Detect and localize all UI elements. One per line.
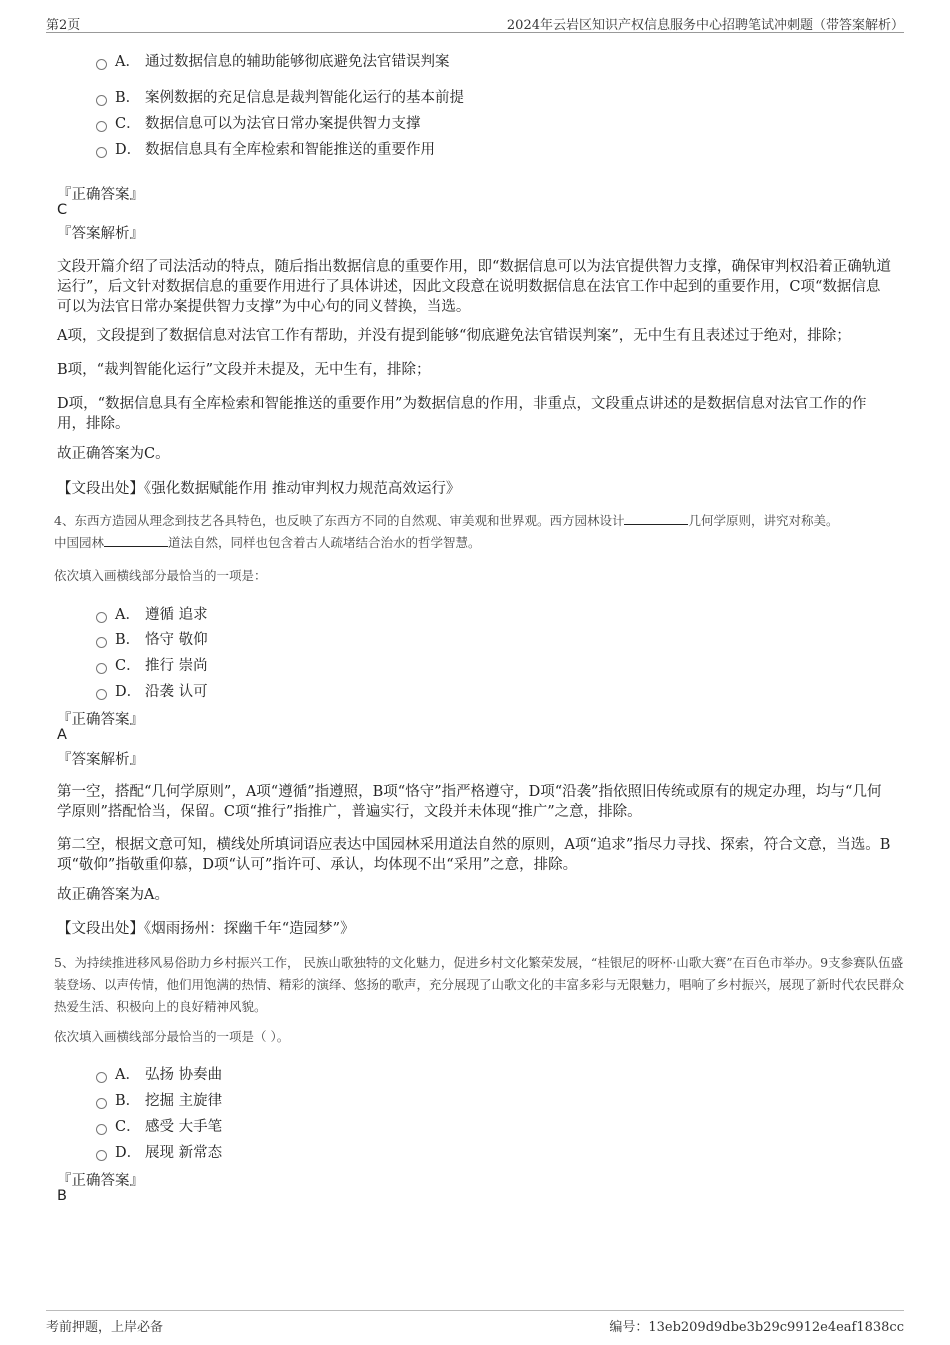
radio-icon[interactable]	[96, 1124, 107, 1135]
q5-option-a[interactable]: A． 弘扬 协奏曲	[96, 1063, 222, 1084]
page-number: 第2页	[46, 18, 81, 33]
q4-analysis-para: 故正确答案为A。	[57, 887, 169, 903]
q3-answer: C	[57, 202, 68, 218]
footer-id: 编号：13eb209d9dbe3b29c9912e4eaf1838cc	[609, 1320, 904, 1335]
q3-option-d[interactable]: D． 数据信息具有全库检索和智能推送的重要作用	[96, 138, 435, 159]
q3-analysis-para: 文段开篇介绍了司法活动的特点，随后指出数据信息的重要作用，即“数据信息可以为法官提供智力支撑，确保审判权沿着正确轨道运行”，后文针对数据信息的重要作用进行了具体讲述，因此文段意在说明数据信息在法官工作中起到的重要作用，C项“数据信息可以为法官日常办案提供智力支撑”为中心句的同义替换，当选。	[57, 259, 891, 315]
q3-source: 【文段出处】《强化数据赋能作用 推动审判权力规范高效运行》	[57, 481, 461, 497]
radio-icon[interactable]	[96, 637, 107, 648]
q3-analysis-para: 故正确答案为C。	[57, 446, 170, 462]
radio-icon[interactable]	[96, 1150, 107, 1161]
q4-analysis-label: 『答案解析』	[57, 752, 144, 768]
q3-analysis-para: A项，文段提到了数据信息对法官工作有帮助，并没有提到能够“彻底避免法官错误判案”，无中生有且表述过于绝对，排除；	[57, 328, 851, 344]
q4-option-c[interactable]: C． 推行 崇尚	[96, 654, 208, 675]
q4-prompt: 依次填入画横线部分最恰当的一项是：	[54, 568, 267, 583]
document-title: 2024年云岩区知识产权信息服务中心招聘笔试冲刺题（带答案解析）	[506, 18, 904, 33]
radio-icon[interactable]	[96, 95, 107, 106]
radio-icon[interactable]	[96, 612, 107, 623]
page-header	[46, 14, 904, 33]
radio-icon[interactable]	[96, 59, 107, 70]
q3-analysis-para: D项，“数据信息具有全库检索和智能推送的重要作用”为数据信息的作用，非重点，文段重点讲述的是数据信息对法官工作的作用，排除。	[57, 396, 867, 432]
q3-option-b[interactable]: B． 案例数据的充足信息是裁判智能化运行的基本前提	[96, 86, 464, 107]
radio-icon[interactable]	[96, 1072, 107, 1083]
radio-icon[interactable]	[96, 147, 107, 158]
q5-option-d[interactable]: D． 展现 新常态	[96, 1141, 222, 1162]
radio-icon[interactable]	[96, 1098, 107, 1109]
radio-icon[interactable]	[96, 121, 107, 132]
q3-option-c[interactable]: C． 数据信息可以为法官日常办案提供智力支撑	[96, 112, 421, 133]
q3-analysis-label: 『答案解析』	[57, 226, 144, 242]
q3-answer-label: 『正确答案』	[57, 187, 144, 203]
q4-analysis-para: 第二空，根据文意可知，横线处所填词语应表达中国园林采用道法自然的原则，A项“追求”指尽力寻找、探索，符合文意，当选。B项“敬仰”指敬重仰慕，D项“认可”指许可、承认，均体现不出“采用”之意，排除。	[57, 837, 891, 873]
blank-line-1[interactable]	[624, 512, 688, 525]
q4-source: 【文段出处】《烟雨扬州：探幽千年“造园梦”》	[57, 921, 355, 937]
q4-option-b[interactable]: B． 恪守 敬仰	[96, 628, 208, 649]
radio-icon[interactable]	[96, 663, 107, 674]
q5-stem: 5、为持续推进移风易俗助力乡村振兴工作， 民族山歌独特的文化魅力，促进乡村文化繁荣发展，“桂银尼的呀杯·山歌大赛”在百色市举办。9支参赛队伍盛装登场、以声传情，他们用饱满的热情、精彩的演绎、悠扬的歌声，充分展现了山歌文化的丰富多彩与无限魅力，唱响了乡村振兴，展现了新时代农民群众热爱生活、积极向上的良好精神风貌。	[54, 955, 905, 1014]
q4-option-d[interactable]: D． 沿袭 认可	[96, 680, 208, 701]
q5-option-c[interactable]: C． 感受 大手笔	[96, 1115, 222, 1136]
q4-analysis-para: 第一空，搭配“几何学原则”，A项“遵循”指遵照，B项“恪守”指严格遵守，D项“沿袭”指依照旧传统或原有的规定办理，均与“几何学原则”搭配恰当，保留。C项“推行”指推广，普遍实行，文段并未体现“推广”之意，排除。	[57, 784, 882, 820]
q5-answer-label: 『正确答案』	[57, 1173, 144, 1189]
q3-option-a[interactable]: A． 通过数据信息的辅助能够彻底避免法官错误判案	[96, 50, 450, 71]
q4-answer-label: 『正确答案』	[57, 712, 144, 728]
q4-option-a[interactable]: A． 遵循 追求	[96, 603, 208, 624]
footer-slogan: 考前押题，上岸必备	[46, 1320, 164, 1335]
q5-answer: B	[57, 1188, 67, 1204]
blank-line-2[interactable]	[104, 534, 168, 547]
q5-option-b[interactable]: B． 挖掘 主旋律	[96, 1089, 222, 1110]
q5-prompt: 依次填入画横线部分最恰当的一项是（ ）。	[54, 1029, 290, 1044]
q3-analysis-para: B项，“裁判智能化运行”文段并未提及，无中生有，排除；	[57, 362, 431, 378]
q4-stem: 4、东西方造园从理念到技艺各具特色，也反映了东西方不同的自然观、审美观和世界观。西方园林设计 几何学原则，讲究对称美。 中国园林 道法自然，同样也包含着古人疏堵结合治水的哲学智慧。	[54, 513, 839, 550]
q4-answer: A	[57, 727, 67, 743]
radio-icon[interactable]	[96, 689, 107, 700]
page-footer	[46, 1310, 904, 1335]
